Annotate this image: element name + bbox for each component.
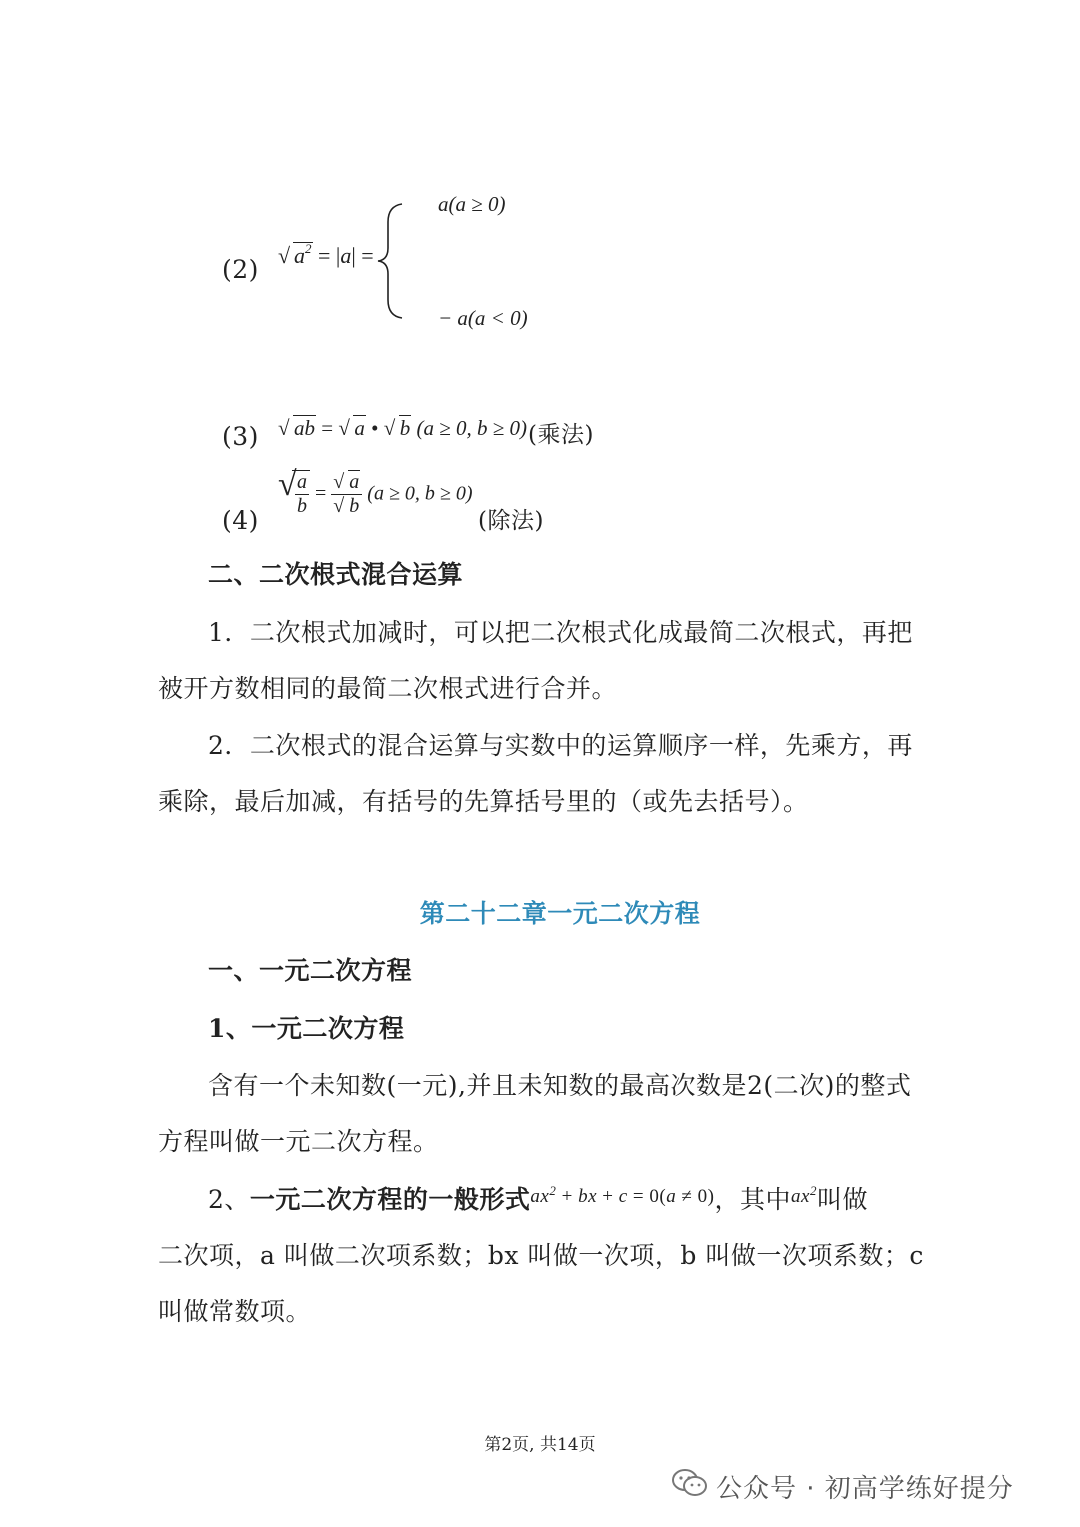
formula-4-note: (除法) [478,508,544,534]
formula-2-brace [376,202,406,320]
formula-4-expression: √ $\frac{a}{b}$ = √ a √ b (a ≥ 0, b ≥ 0) [278,466,473,517]
general-form-equation: ax2 + bx + c = 0(a ≠ 0) [530,1183,715,1207]
terms-line-2: 二次项，a 叫做二次项系数；bx 叫做一次项，b 叫做一次项系数；c [158,1241,924,1270]
formula-3-condition: (a ≥ 0, b ≥ 0) [416,416,527,440]
formula-2-case-positive: a(a ≥ 0) [438,192,506,216]
chapter-heading: 一、一元二次方程 [208,956,413,985]
wechat-icon [672,1468,708,1498]
general-form-suffix: 叫做 [816,1185,868,1214]
formula-4-condition: (a ≥ 0, b ≥ 0) [367,482,473,505]
general-form-label: 一元二次方程的一般形式 [249,1185,531,1214]
general-form-mid: ，其中 [714,1185,791,1214]
paragraph-2-line-1: 2．二次根式的混合运算与实数中的运算顺序一样，先乘方，再 [208,731,913,760]
watermark-text: 公众号 · 初高学练好提分 [716,1474,1014,1504]
definition-line-2: 方程叫做一元二次方程。 [158,1127,439,1156]
formula-2-lhs: √ $a^2 = |a|$ = [278,241,374,268]
section-heading: 二、二次根式混合运算 [208,560,464,589]
general-form-prefix: 2、 [208,1185,250,1214]
subsection-heading: 1、一元二次方程 [208,1014,405,1043]
formula-4-label: (4) [222,506,259,535]
formula-2-label: (2) [222,255,259,284]
formula-3-note: (乘法) [528,422,594,448]
paragraph-1-line-1: 1．二次根式加减时，可以把二次根式化成最简二次根式，再把 [208,618,913,647]
paragraph-1-line-2: 被开方数相同的最简二次根式进行合并。 [158,674,618,703]
quadratic-term: ax2 [791,1183,817,1207]
formula-2-case-negative: − a(a < 0) [438,306,528,330]
terms-line-3: 叫做常数项。 [158,1297,312,1326]
formula-3-expression: √ ab = √ a • √ b (a ≥ 0, b ≥ 0) [278,416,527,440]
page-number: 第2页, 共14页 [484,1435,596,1455]
general-form-line [208,1183,868,1214]
definition-line-1: 含有一个未知数(一元),并且未知数的最高次数是2(二次)的整式 [208,1071,912,1100]
formula-3-label: (3) [222,422,259,451]
chapter-title: 第二十二章一元二次方程 [419,899,701,928]
paragraph-2-line-2: 乘除，最后加减，有括号的先算括号里的（或先去括号）。 [158,787,809,816]
